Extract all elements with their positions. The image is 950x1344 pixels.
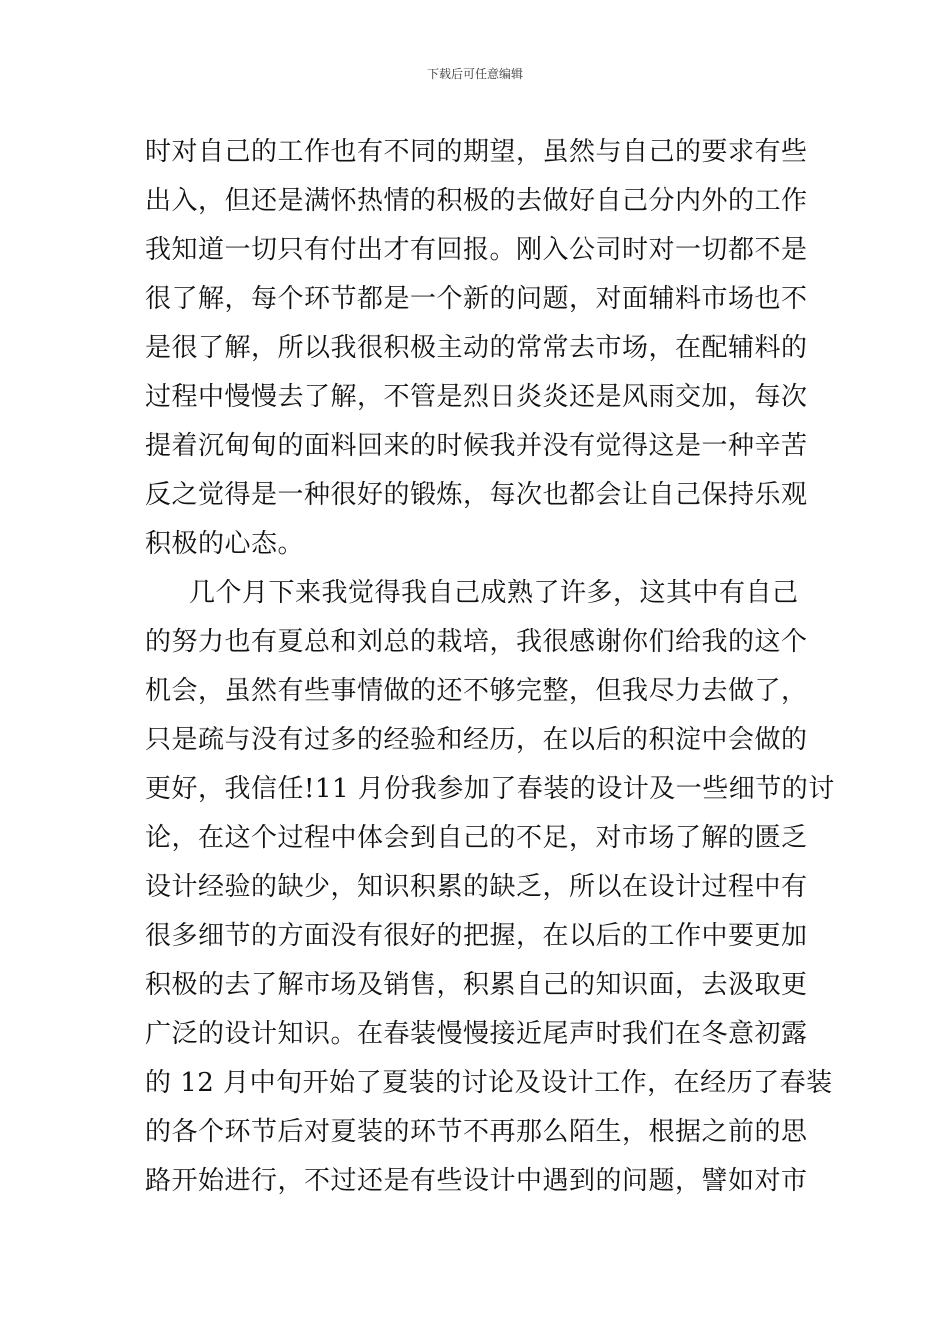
text-line: 很多细节的方面没有很好的把握，在以后的工作中要更加: [145, 921, 808, 951]
text-line-indented: 几个月下来我觉得我自己成熟了许多，这其中有自己: [189, 578, 799, 608]
text-line: 是很了解，所以我很积极主动的常常去市场，在配辅料的: [145, 333, 808, 363]
text-line: 过程中慢慢去了解，不管是烈日炎炎还是风雨交加，每次: [145, 382, 808, 412]
text-line: 的 12 月中旬开始了夏装的讨论及设计工作，在经历了春装: [145, 1068, 833, 1098]
text-line: 积极的去了解市场及销售，积累自己的知识面，去汲取更: [145, 970, 808, 1000]
text-line: 积极的心态。: [145, 529, 305, 559]
page-header: 下载后可任意编辑: [426, 67, 523, 81]
body-text: [145, 128, 835, 1206]
text-line: 路开始进行，不过还是有些设计中遇到的问题，譬如对市: [145, 1166, 808, 1196]
paragraph-1: [145, 128, 810, 569]
text-line: 我知道一切只有付出才有回报。刚入公司时对一切都不是: [145, 235, 808, 265]
text-line: 设计经验的缺少，知识积累的缺乏，所以在设计过程中有: [145, 872, 808, 902]
text-line: 出入，但还是满怀热情的积极的去做好自己分内外的工作: [145, 186, 808, 216]
text-line: 提着沉甸甸的面料回来的时候我并没有觉得这是一种辛苦: [145, 431, 808, 461]
text-line: 更好，我信任!11 月份我参加了春装的设计及一些细节的讨: [145, 774, 835, 804]
text-line: 很了解，每个环节都是一个新的问题，对面辅料市场也不: [145, 284, 808, 314]
text-line: 广泛的设计知识。在春装慢慢接近尾声时我们在冬意初露: [145, 1019, 808, 1049]
text-line: 的努力也有夏总和刘总的栽培，我很感谢你们给我的这个: [145, 627, 808, 657]
text-line: 论，在这个过程中体会到自己的不足，对市场了解的匮乏: [145, 823, 808, 853]
paragraph-2: [145, 569, 835, 1206]
text-line: 只是疏与没有过多的经验和经历，在以后的积淀中会做的: [145, 725, 808, 755]
text-line: 反之觉得是一种很好的锻炼，每次也都会让自己保持乐观: [145, 480, 808, 510]
text-line: 的各个环节后对夏装的环节不再那么陌生，根据之前的思: [145, 1117, 808, 1147]
text-line: 时对自己的工作也有不同的期望，虽然与自己的要求有些: [145, 137, 808, 167]
text-line: 机会，虽然有些事情做的还不够完整，但我尽力去做了，: [145, 676, 808, 706]
